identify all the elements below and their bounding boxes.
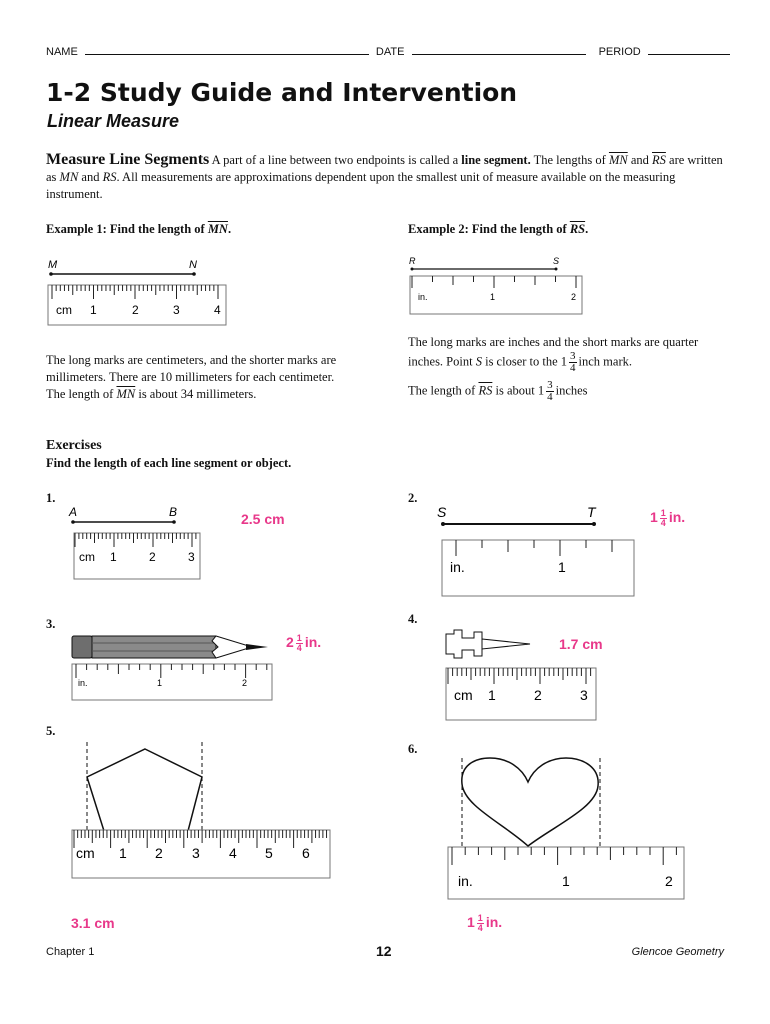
exercise1-number: 1. xyxy=(46,491,56,505)
example1-text: is about 34 millimeters. xyxy=(135,387,257,401)
example2-heading-text: Example 2: Find the length of xyxy=(408,222,567,236)
intro-paragraph xyxy=(46,151,726,203)
exercise4-answer: 1.7 cm xyxy=(559,636,603,652)
exercise6-number: 6. xyxy=(408,742,418,756)
example2-text: is closer to the 1 xyxy=(481,354,568,369)
endpoint xyxy=(411,268,414,271)
header-fields xyxy=(46,46,724,58)
ruler-label: 2 xyxy=(665,873,673,889)
example1-heading-text: Example 1: Find the length of xyxy=(46,222,205,236)
intro-heading: Measure Line Segments xyxy=(46,151,210,168)
intro-text: A part of a line between two endpoints is called a xyxy=(209,153,462,167)
intro-term: line segment. xyxy=(461,153,531,167)
exercises-heading: Exercises xyxy=(46,438,102,453)
example2-text: inch mark. xyxy=(578,354,632,369)
exercise5-answer: 3.1 cm xyxy=(71,915,115,931)
footer-chapter: Chapter 1 xyxy=(46,946,95,958)
period-blank[interactable] xyxy=(648,54,730,55)
ruler-label: 3 xyxy=(188,550,195,564)
example1-segment-name: $\overline{MN}$ xyxy=(207,222,228,236)
endpoint xyxy=(555,268,558,271)
point-r-label: R xyxy=(409,256,416,266)
period-label: PERIOD xyxy=(598,46,641,58)
pin-head xyxy=(446,630,482,658)
segment-rs: $\overline{RS}$ xyxy=(652,153,666,167)
segment-mn: $\overline{MN}$ xyxy=(608,153,628,167)
point-a-label: A xyxy=(69,505,78,519)
length-rs: RS xyxy=(102,170,117,184)
exercise4-number: 4. xyxy=(408,612,418,626)
point-s-label: S xyxy=(437,504,447,520)
example1-heading xyxy=(46,222,231,237)
exercise2-answer: 1 $\frac{1}{4}$ in. xyxy=(650,508,686,528)
inch-ruler xyxy=(410,276,582,314)
exercise6-answer: 1 $\frac{1}{4}$ in. xyxy=(467,913,503,933)
name-label: NAME xyxy=(46,46,78,58)
fraction: $\frac{3}{4}$ xyxy=(547,379,553,403)
ruler-unit: in. xyxy=(418,292,428,302)
exercises-instruction: Find the length of each line segment or object. xyxy=(46,456,292,470)
example1-period: . xyxy=(227,222,232,236)
intro-text: . All measurements are approximations dependent upon the smallest unit of measure available on the measuring instrument. xyxy=(46,170,676,201)
date-blank[interactable] xyxy=(412,54,586,55)
example2-segment-name: $\overline{RS}$ xyxy=(569,222,586,236)
pencil-body xyxy=(92,636,216,658)
point-s-label: S xyxy=(553,256,560,266)
ruler-label: 2 xyxy=(571,292,577,302)
ruler-label: 2 xyxy=(132,303,139,317)
example2-text: The length of xyxy=(408,383,479,398)
ruler-label: 2 xyxy=(534,687,542,703)
ruler-label: 1 xyxy=(562,873,570,889)
ruler-unit: in. xyxy=(78,678,88,688)
ruler-unit: cm xyxy=(76,845,95,861)
exercise2-figure xyxy=(436,502,638,598)
length-mn: MN xyxy=(59,170,79,184)
ruler-label: 1 xyxy=(157,678,163,688)
example2-text: The long marks are inches and the short marks are quarter inches. Point xyxy=(408,335,699,369)
ruler-label: 4 xyxy=(229,845,237,861)
ruler-unit: cm xyxy=(56,303,72,317)
example2-segment: $\overline{RS}$ xyxy=(478,383,493,398)
inch-ruler xyxy=(442,540,634,596)
endpoint xyxy=(592,522,596,526)
endpoint xyxy=(49,272,53,276)
ruler-unit: cm xyxy=(79,550,95,564)
page-number: 12 xyxy=(376,943,392,959)
point-t-label: T xyxy=(587,504,596,520)
exercise1-answer: 2.5 cm xyxy=(241,511,285,527)
endpoint xyxy=(192,272,196,276)
ruler-unit: in. xyxy=(450,559,465,575)
page-subtitle: Linear Measure xyxy=(47,111,180,131)
ruler-label: 1 xyxy=(488,687,496,703)
point-n-label: N xyxy=(189,259,197,271)
exercise1-figure xyxy=(66,502,206,584)
pencil-eraser xyxy=(72,636,92,658)
heart-shape xyxy=(462,758,598,846)
ruler-label: 1 xyxy=(490,292,496,302)
fraction: $\frac{1}{4}$ xyxy=(296,633,302,653)
example2-explanation xyxy=(408,334,728,403)
example2-text: is about 1 xyxy=(492,383,545,398)
exercise3-figure xyxy=(66,628,276,702)
ruler-label: 1 xyxy=(90,303,97,317)
ruler-label: 3 xyxy=(173,303,180,317)
pin-needle xyxy=(482,639,530,649)
ruler-label: 4 xyxy=(214,303,221,317)
exercise5-figure xyxy=(66,738,336,884)
example1-segment: $\overline{MN}$ xyxy=(116,387,136,401)
intro-text: The lengths of xyxy=(530,153,609,167)
page-title: 1-2 Study Guide and Intervention xyxy=(46,78,518,107)
ruler-unit: in. xyxy=(458,873,473,889)
exercise2-number: 2. xyxy=(408,491,418,505)
endpoint xyxy=(71,520,75,524)
endpoint xyxy=(441,522,445,526)
exercise5-number: 5. xyxy=(46,724,56,738)
fraction: $\frac{1}{4}$ xyxy=(477,913,483,933)
pencil-tip xyxy=(246,644,268,650)
footer-book-title: Glencoe Geometry xyxy=(631,946,724,958)
ruler-label: 3 xyxy=(192,845,200,861)
ruler-label: 3 xyxy=(580,687,588,703)
point-s: S xyxy=(475,354,482,369)
intro-text: are written as xyxy=(46,153,723,184)
push-pin-icon xyxy=(446,630,530,658)
date-label: DATE xyxy=(375,46,405,58)
ruler-label: 5 xyxy=(265,845,273,861)
ruler-label: 1 xyxy=(110,550,117,564)
example1-figure xyxy=(44,252,234,332)
pentagon-shape xyxy=(87,749,202,831)
example2-line2 xyxy=(408,380,728,403)
intro-text: and xyxy=(627,153,652,167)
endpoint xyxy=(172,520,176,524)
ruler-label: 2 xyxy=(149,550,156,564)
exercise3-number: 3. xyxy=(46,617,56,631)
ruler-label: 1 xyxy=(558,559,566,575)
ruler-label: 6 xyxy=(302,845,310,861)
example2-heading xyxy=(408,222,588,237)
ruler-unit: cm xyxy=(454,687,473,703)
pencil-icon xyxy=(72,636,268,658)
example2-text: inches xyxy=(555,383,588,398)
intro-text: and xyxy=(78,170,103,184)
exercise3-answer: 2 $\frac{1}{4}$ in. xyxy=(286,633,322,653)
example1-explanation xyxy=(46,352,356,403)
ruler-label: 2 xyxy=(242,678,248,688)
exercise6-figure xyxy=(444,754,688,904)
fraction: $\frac{1}{4}$ xyxy=(660,508,666,528)
point-m-label: M xyxy=(48,259,58,271)
ruler-label: 2 xyxy=(155,845,163,861)
example1-text: The long marks are centimeters, and the shorter marks are millimeters. There are 10 millimeters for each centimeter. The length of xyxy=(46,353,337,401)
point-b-label: B xyxy=(169,505,178,519)
ruler-label: 1 xyxy=(119,845,127,861)
fraction: $\frac{3}{4}$ xyxy=(570,350,576,374)
example2-line1 xyxy=(408,334,728,374)
name-blank[interactable] xyxy=(85,54,369,55)
example2-period: . xyxy=(585,222,589,236)
example2-figure xyxy=(406,252,590,322)
